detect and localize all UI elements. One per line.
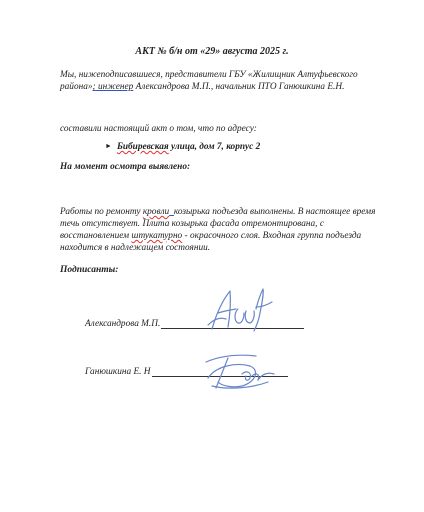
signature-rule-1	[161, 318, 304, 329]
works-word-canopy: козырька	[173, 207, 210, 217]
intro-separator: ;	[92, 82, 96, 92]
signatory-name-2: Ганюшкина Е. Н	[85, 367, 151, 377]
address-line	[105, 142, 260, 152]
intro-part1: Мы, нижеподписавшиеся, представители ГБУ «Жилищник Алтуфьевского района»	[60, 70, 358, 92]
act-title: АКТ № б/н от «29» августа 2025 г.	[135, 46, 289, 57]
works-word-roof: кровли	[142, 207, 170, 217]
bullet-icon: ►	[105, 142, 112, 150]
signatory-name-1: Александрова М.П.	[85, 319, 161, 329]
intro-engineer: инженер	[97, 82, 134, 92]
intro-part2: Александрова М.П., начальник ПТО Ганюшкина Е.Н.	[133, 82, 345, 92]
address-rest: улица, дом 7, корпус 2	[168, 142, 261, 152]
inspection-heading: На момент осмотра выявлено:	[60, 162, 191, 172]
signature-line-2	[85, 366, 288, 377]
signers-heading: Подписанты:	[60, 265, 119, 275]
works-paragraph	[60, 206, 395, 254]
works-p2: подъезда выполнены. В настоящее время течь отсутствует. Плита козырька фасада отремонтирована, с восстановлением	[60, 207, 376, 241]
works-word-plaster: штукатурно	[131, 231, 183, 241]
works-p1: Работы по ремонту	[60, 207, 143, 217]
address-intro: составили настоящий акт о том, что по адресу:	[60, 124, 257, 134]
intro-paragraph	[60, 69, 390, 93]
works-p3: - окрасочного слоя. Входная группа подъезда находится в надлежащем состоянии.	[60, 231, 362, 253]
signature-line-1	[85, 318, 304, 329]
address-street: Бибиревская	[116, 142, 169, 152]
signature-rule-2	[152, 366, 288, 377]
